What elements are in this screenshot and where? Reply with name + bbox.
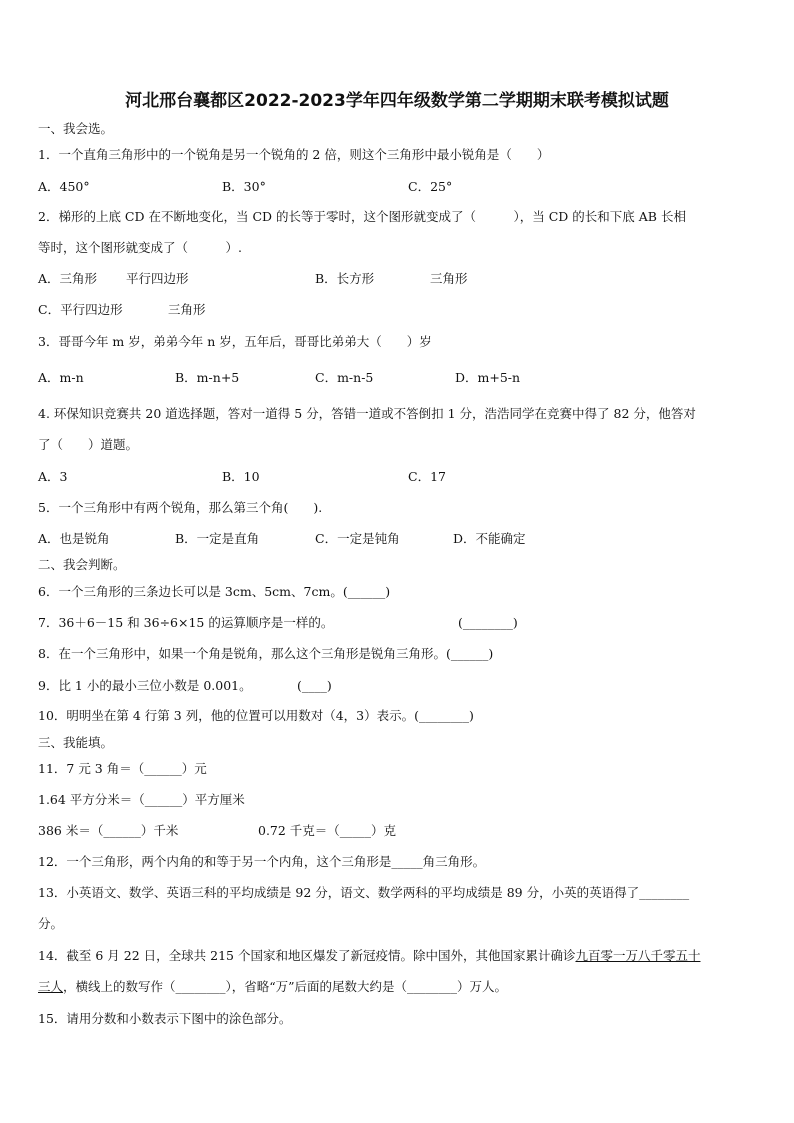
q9-answer-blank: (____) — [297, 678, 332, 693]
question-2-line-1: 2．梯形的上底 CD 在不断地变化，当 CD 的长等于零时，这个图形就变成了（ ），当 CD 的长和下底 AB 长相 — [38, 209, 686, 224]
q14-text-start: 14．截至 6 月 22 日，全球共 215 个国家和地区爆发了新冠疫情。除中国外，其他国家累计确诊 — [38, 948, 576, 963]
question-7: 7．36＋6－15 和 36÷6×15 的运算顺序是一样的。 — [38, 615, 334, 630]
q4-option-c: C．17 — [408, 469, 446, 484]
q1-option-b: B．30° — [222, 179, 266, 194]
question-11-line-3b: 0.72 千克＝（_____）克 — [258, 823, 397, 838]
question-13-line-1: 13．小英语文、数学、英语三科的平均成绩是 92 分，语文、数学两科的平均成绩是 89 分，小英的英语得了________ — [38, 885, 690, 900]
question-14-line-2 — [38, 979, 507, 995]
question-1: 1．一个直角三角形中的一个锐角是另一个锐角的 2 倍，则这个三角形中最小锐角是（ ） — [38, 147, 550, 162]
question-5: 5．一个三角形中有两个锐角，那么第三个角( ). — [38, 500, 323, 515]
question-2-line-2: 等时，这个图形就变成了（ ）. — [38, 240, 242, 255]
q4-option-b: B．10 — [222, 469, 260, 484]
question-10: 10．明明坐在第 4 行第 3 列，他的位置可以用数对（4，3）表示。(________) — [38, 708, 474, 723]
q2-option-c-first: C．平行四边形 — [38, 302, 123, 317]
question-13-line-2: 分。 — [38, 916, 64, 931]
q3-option-a: A．m-n — [38, 370, 84, 385]
q2-option-b-first: B．长方形 — [315, 271, 375, 286]
question-14-line-1 — [38, 948, 700, 964]
q5-option-b: B．一定是直角 — [175, 531, 260, 546]
q5-option-d: D．不能确定 — [453, 531, 526, 546]
q3-option-d: D．m+5-n — [455, 370, 521, 385]
q2-option-a-first: A．三角形 — [38, 271, 98, 286]
q3-option-c: C．m-n-5 — [315, 370, 374, 385]
q2-option-b-second: 三角形 — [430, 271, 468, 286]
section-heading-fill: 三、我能填。 — [38, 735, 114, 750]
q14-underlined-number: 九百零一万八千零五十 — [575, 948, 701, 963]
q14-underlined-number-end: 三人 — [38, 979, 64, 994]
q3-option-b: B．m-n+5 — [175, 370, 240, 385]
q5-option-a: A．也是锐角 — [38, 531, 110, 546]
q5-option-c: C．一定是钝角 — [315, 531, 400, 546]
question-6: 6．一个三角形的三条边长可以是 3cm、5cm、7cm。(______) — [38, 584, 391, 599]
section-heading-choice: 一、我会选。 — [38, 121, 114, 136]
question-15: 15．请用分数和小数表示下图中的涂色部分。 — [38, 1011, 292, 1026]
q2-option-a-second: 平行四边形 — [126, 271, 189, 286]
question-8: 8．在一个三角形中，如果一个角是锐角，那么这个三角形是锐角三角形。(______) — [38, 646, 494, 661]
question-11-line-3a: 386 米＝（______）千米 — [38, 823, 179, 838]
question-3: 3．哥哥今年 m 岁，弟弟今年 n 岁，五年后，哥哥比弟弟大（ ）岁 — [38, 334, 432, 349]
exam-title: 河北邢台襄都区2022-2023学年四年级数学第二学期期末联考模拟试题 — [125, 91, 669, 111]
q14-text-end: ，横线上的数写作（________），省略“万”后面的尾数大约是（________）万人。 — [63, 979, 508, 994]
q2-option-c-second: 三角形 — [168, 302, 206, 317]
q1-option-c: C．25° — [408, 179, 453, 194]
question-4-line-2: 了（ ）道题。 — [38, 437, 139, 452]
question-11-line-2: 1.64 平方分米＝（______）平方厘米 — [38, 792, 245, 807]
question-12: 12．一个三角形，两个内角的和等于另一个内角，这个三角形是_____角三角形。 — [38, 854, 486, 869]
question-11-line-1: 11．7 元 3 角＝（______）元 — [38, 761, 207, 776]
q7-answer-blank: (________) — [458, 615, 518, 630]
q4-option-a: A．3 — [38, 469, 68, 484]
question-9: 9．比 1 小的最小三位小数是 0.001。 — [38, 678, 252, 693]
q1-option-a: A．450° — [38, 179, 90, 194]
section-heading-judge: 二、我会判断。 — [38, 557, 126, 572]
question-4-line-1: 4. 环保知识竞赛共 20 道选择题，答对一道得 5 分，答错一道或不答倒扣 1 分，浩浩同学在竞赛中得了 82 分，他答对 — [38, 406, 696, 421]
